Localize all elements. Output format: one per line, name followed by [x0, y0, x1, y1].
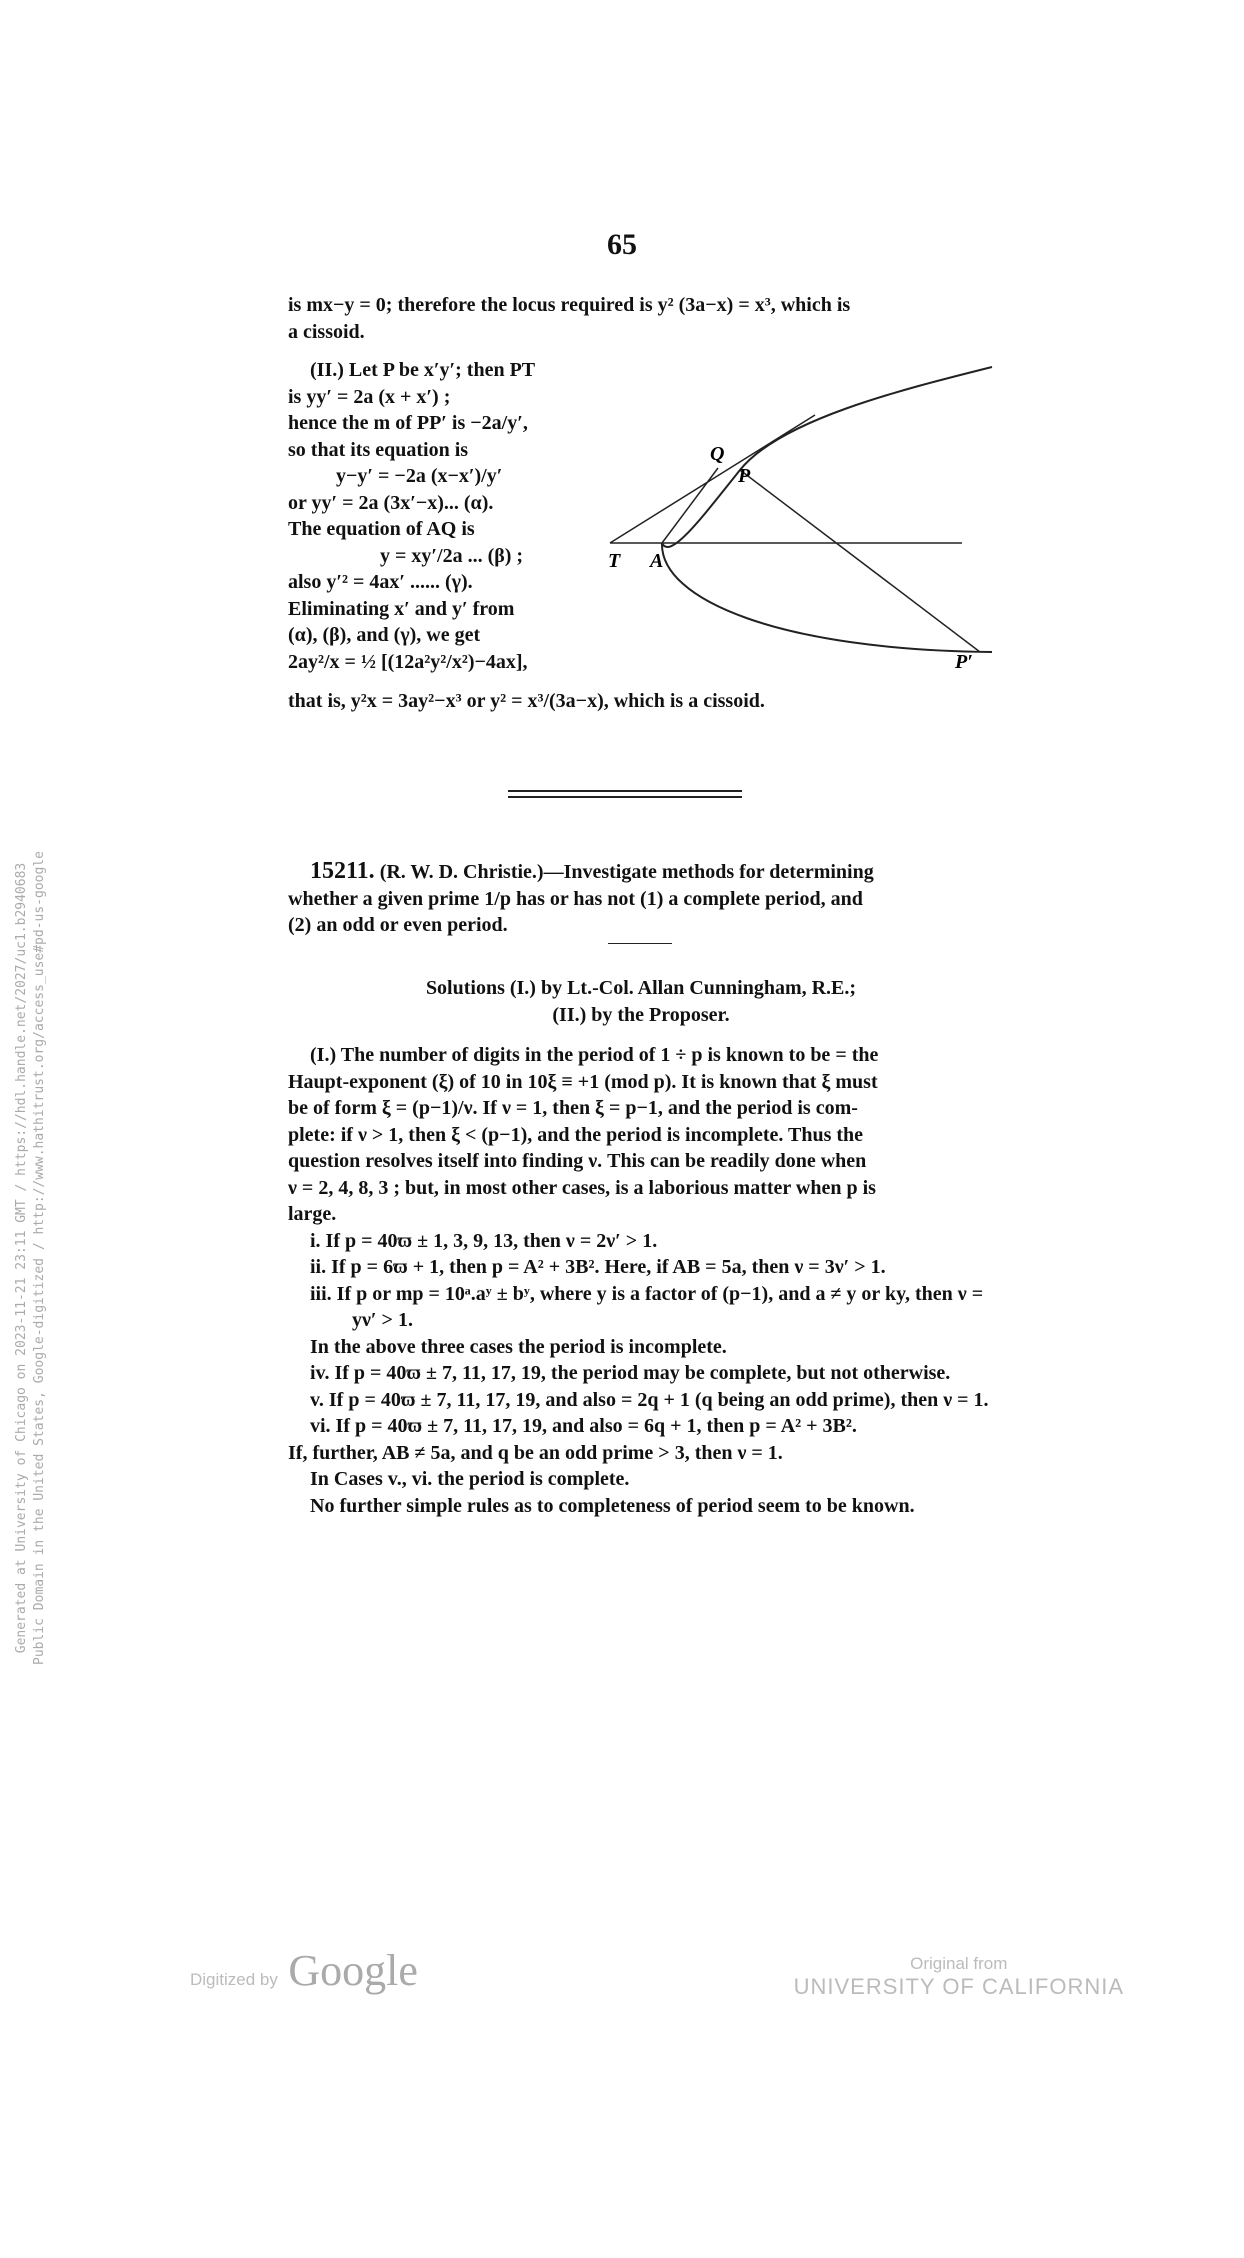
university-label: UNIVERSITY OF CALIFORNIA [793, 1974, 1124, 1999]
intro-line-2: a cissoid. [288, 320, 365, 343]
cissoid-figure [600, 360, 1000, 680]
intro-line-1: is mx−y = 0; therefore the locus required is y² (3a−x) = x³, which is [288, 294, 851, 316]
part2-line: is yy′ = 2a (x + x′) ; [288, 385, 451, 408]
problem-number: 15211. [310, 858, 375, 884]
case-item: iv. If p = 40ϖ ± 7, 11, 17, 19, the period may be complete, but not otherwise. [310, 1362, 951, 1384]
case-item: ii. If p = 6ϖ + 1, then p = A² + 3B². Here, if AB = 5a, then ν = 3ν′ > 1. [310, 1256, 886, 1278]
part2-line: The equation of AQ is [288, 518, 475, 540]
access-watermark: Public Domain in the United States, Google-digitized / http://www.hathitrust.org/access_use#pd-us-google [32, 851, 47, 1665]
label-p: P [738, 465, 751, 487]
label-t: T [608, 550, 621, 572]
solution-line: (I.) The number of digits in the period of 1 ÷ p is known to be = the [310, 1044, 879, 1066]
google-logo: Google [288, 1946, 418, 1995]
solution-body [288, 1042, 994, 1519]
solution-line: Haupt-exponent (ξ) of 10 in 10ξ ≡ +1 (mod p). It is known that ξ must [288, 1070, 878, 1093]
solution-line: ν = 2, 4, 8, 3 ; but, in most other cases, is a laborious matter when p is [288, 1176, 876, 1199]
case-item-continuation: If, further, AB ≠ 5a, and q be an odd prime > 3, then ν = 1. [288, 1441, 783, 1464]
part2-line: so that its equation is [288, 438, 469, 461]
problem-line-1: (R. W. D. Christie.)—Investigate methods for determining [379, 861, 874, 883]
part2-line: also y′² = 4ax′ ...... (γ). [288, 571, 473, 593]
original-from-footer [794, 1954, 1124, 2000]
solution-line: large. [288, 1203, 337, 1225]
part2-line: 2ay²/x = ½ [(12a²y²/x²)−4ax], [288, 650, 528, 673]
complete-note: In Cases v., vi. the period is complete. [310, 1468, 630, 1490]
case-item: i. If p = 40ϖ ± 1, 3, 9, 13, then ν = 2ν′ > 1. [310, 1229, 658, 1252]
part2-line: Eliminating x′ and y′ from [288, 597, 515, 620]
solutions-header [288, 975, 994, 1028]
case-item: vi. If p = 40ϖ ± 7, 11, 17, 19, and also = 6q + 1, then p = A² + 3B². [310, 1415, 857, 1437]
original-from-label: Original from [910, 1954, 1008, 1973]
part2-conclusion: that is, y²x = 3ay²−x³ or y² = x³/(3a−x), which is a cissoid. [288, 690, 765, 712]
tangent-line [610, 415, 815, 543]
part2-line: y−y′ = −2a (x−x′)/y′ [336, 465, 503, 487]
problem-statement [288, 858, 994, 939]
solution-line: question resolves itself into finding ν. This can be readily done when [288, 1150, 867, 1172]
solutions-header-2: (II.) by the Proposer. [552, 1003, 730, 1026]
intro-text [288, 292, 994, 345]
solution-line: plete: if ν > 1, then ξ < (p−1), and the period is incomplete. Thus the [288, 1123, 864, 1146]
digitized-by-label: Digitized by [190, 1970, 278, 1989]
case-item: v. If p = 40ϖ ± 7, 11, 17, 19, and also = 2q + 1 (q being an odd prime), then ν = 1. [310, 1388, 989, 1411]
section-divider [508, 796, 742, 798]
parabola-curve [662, 367, 992, 652]
part2-line: hence the m of PP′ is −2a/y′, [288, 412, 528, 434]
page-number: 65 [607, 228, 637, 261]
section-divider [508, 790, 742, 792]
case-item: iii. If p or mp = 10ᵃ.aʸ ± bʸ, where y is a factor of (p−1), and a ≠ y or ky, then ν = yν′ > 1. [310, 1282, 984, 1331]
final-note: No further simple rules as to completeness of period seem to be known. [310, 1494, 915, 1517]
chord-line [740, 470, 980, 652]
part-two-derivation [288, 357, 608, 675]
solution-line: be of form ξ = (p−1)/ν. If ν = 1, then ξ = p−1, and the period is com- [288, 1097, 858, 1119]
short-divider [608, 943, 672, 944]
label-p-prime: P′ [955, 651, 973, 673]
label-a: A [650, 550, 664, 572]
problem-line-3: (2) an odd or even period. [288, 914, 508, 936]
problem-line-2: whether a given prime 1/p has or has not (1) a complete period, and [288, 887, 863, 910]
incomplete-note: In the above three cases the period is incomplete. [310, 1335, 727, 1358]
label-q: Q [710, 443, 725, 465]
access-watermark: Generated at University of Chicago on 2023-11-21 23:11 GMT / https://hdl.handle.net/2027/uc1.b2940683 [14, 862, 29, 1654]
part2-line: (α), (β), and (γ), we get [288, 624, 481, 646]
digitized-by-footer [190, 1945, 418, 1996]
part2-line: or yy′ = 2a (3x′−x)... (α). [288, 491, 494, 514]
part2-line: (II.) Let P be x′y′; then PT [310, 359, 536, 381]
solutions-header-1: Solutions (I.) by Lt.-Col. Allan Cunningham, R.E.; [425, 977, 857, 999]
part2-line: y = xy′/2a ... (β) ; [380, 544, 524, 567]
